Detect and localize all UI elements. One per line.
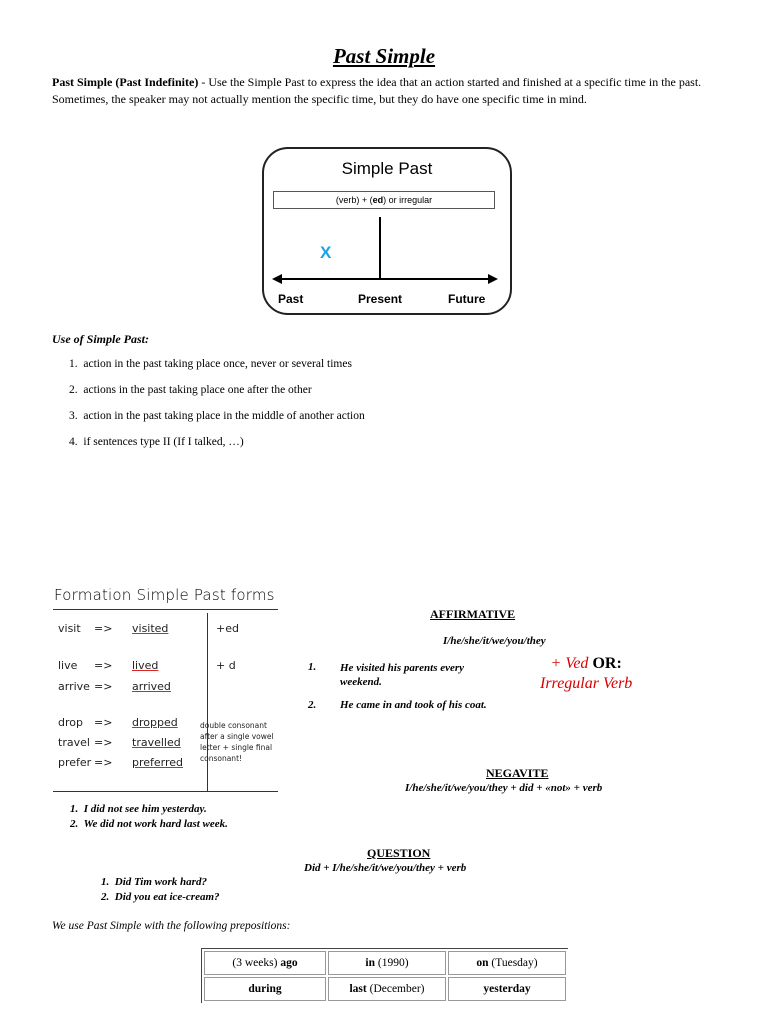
rule-irregular: Irregular Verb [540, 675, 633, 692]
formation-arrow: => [94, 680, 113, 693]
table-cell [328, 977, 446, 1001]
use-item-text: action in the past taking place once, never or several times [83, 358, 352, 370]
note-line: double consonant [200, 721, 267, 730]
formation-base: prefer [58, 756, 92, 769]
formation-top-rule [53, 609, 278, 610]
formation-past: travelled [132, 736, 181, 749]
question-heading: QUESTION [367, 846, 431, 860]
cell-bold: yesterday [483, 983, 531, 995]
cell-normal: (Tuesday) [488, 957, 538, 969]
formation-past: arrived [132, 680, 171, 693]
formation-arrow: => [94, 736, 113, 749]
label-future: Future [448, 292, 486, 306]
use-item: 2. actions in the past taking place one after the other [69, 384, 312, 396]
formation-bottom-rule [53, 791, 278, 792]
use-item-text: actions in the past taking place one after the other [83, 384, 312, 396]
use-item: 3. action in the past taking place in the middle of another action [69, 410, 365, 422]
formation-rule: + d [216, 659, 236, 672]
use-item: 4. if sentences type II (If I talked, …) [69, 436, 244, 448]
question-example: 2. Did you eat ice-cream? [101, 891, 220, 903]
use-item: 1. action in the past taking place once, never or several times [69, 358, 352, 370]
note-line: letter + single final [200, 743, 273, 752]
negative-heading: NEGAVITE [486, 766, 549, 780]
example-line: He visited his parents every [340, 662, 465, 674]
formula-pre: (verb) + ( [335, 195, 373, 205]
question-example: 1. Did Tim work hard? [101, 876, 207, 888]
cell-bold: on [476, 957, 489, 969]
example-line: weekend. [340, 676, 382, 688]
rule-or: OR: [588, 655, 622, 672]
formation-note [200, 720, 280, 764]
timeline-diagram [262, 147, 512, 315]
cell-normal: (1990) [375, 957, 409, 969]
cell-normal: (December) [366, 983, 425, 995]
affirmative-example [340, 661, 540, 689]
table-cell [328, 951, 446, 975]
cell-bold: during [248, 983, 282, 995]
formation-base: drop [58, 716, 83, 729]
table-cell [448, 951, 566, 975]
label-present: Present [358, 292, 403, 306]
table-row [204, 977, 566, 1001]
note-line: after a single vowel [200, 732, 274, 741]
intro-paragraph [52, 74, 732, 108]
formation-past: dropped [132, 716, 178, 729]
right-arrowhead [488, 274, 498, 284]
affirmative-rule [540, 654, 632, 694]
use-item-text: if sentences type II (If I talked, …) [83, 436, 244, 448]
cell-normal: (3 weeks) [232, 957, 281, 969]
past-event-mark: X [320, 243, 332, 262]
formation-past: preferred [132, 756, 184, 769]
example-text: Did Tim work hard? [114, 876, 207, 888]
formation-arrow: => [94, 659, 113, 672]
cell-bold: ago [280, 957, 298, 969]
formation-arrow: => [94, 622, 113, 635]
affirmative-example-num: 2. [308, 699, 317, 711]
formation-past: visited [132, 622, 169, 635]
formation-arrow: => [94, 756, 113, 769]
formula-post: ) or irregular [383, 195, 433, 205]
use-heading: Use of Simple Past: [52, 332, 149, 346]
intro-term: Past Simple (Past Indefinite) [52, 75, 199, 89]
intro-text: - Use the Simple Past to express the idea that an action started and finished at a specific time in the past. Sometimes, the speaker may not actually mention the specific time, but they do have one specific time in mind. [52, 75, 702, 106]
note-line: consonant! [200, 754, 243, 763]
table-cell [448, 977, 566, 1001]
formation-base: live [58, 659, 78, 672]
table-cell [204, 977, 326, 1001]
negative-formula: I/he/she/it/we/you/they + did + «not» + verb [405, 782, 603, 794]
label-past: Past [278, 292, 304, 306]
formation-base: visit [58, 622, 81, 635]
affirmative-heading: AFFIRMATIVE [430, 607, 516, 621]
table-row [204, 951, 566, 975]
page-title: Past Simple [332, 44, 436, 68]
example-text: Did you eat ice-cream? [114, 891, 220, 903]
affirmative-example-num: 1. [308, 661, 317, 673]
formation-past: lived [132, 659, 159, 672]
question-formula: Did + I/he/she/it/we/you/they + verb [304, 862, 467, 874]
formation-base: arrive [58, 680, 90, 693]
left-arrowhead [272, 274, 282, 284]
negative-example: 1. I did not see him yesterday. [70, 803, 207, 815]
formation-title: Formation Simple Past forms [54, 586, 275, 604]
rule-ved: + Ved [550, 655, 589, 672]
formation-divider [207, 613, 208, 791]
affirmative-example: He came in and took of his coat. [340, 699, 487, 711]
timeline-title: Simple Past [341, 159, 433, 178]
use-item-text: action in the past taking place in the middle of another action [83, 410, 365, 422]
affirmative-pronouns: I/he/she/it/we/you/they [443, 635, 546, 647]
prepositions-note: We use Past Simple with the following prepositions: [52, 920, 291, 932]
negative-example: 2. We did not work hard last week. [70, 818, 228, 830]
example-text: I did not see him yesterday. [83, 803, 207, 815]
example-text: We did not work hard last week. [83, 818, 228, 830]
formation-rule: +ed [216, 622, 239, 635]
table-cell [204, 951, 326, 975]
formation-base: travel [58, 736, 90, 749]
timeline-lines [264, 149, 510, 313]
formation-arrow: => [94, 716, 113, 729]
prepositions-table [201, 948, 568, 1003]
formula-ed: ed [372, 195, 384, 205]
cell-bold: last [349, 983, 367, 995]
cell-bold: in [365, 957, 376, 969]
